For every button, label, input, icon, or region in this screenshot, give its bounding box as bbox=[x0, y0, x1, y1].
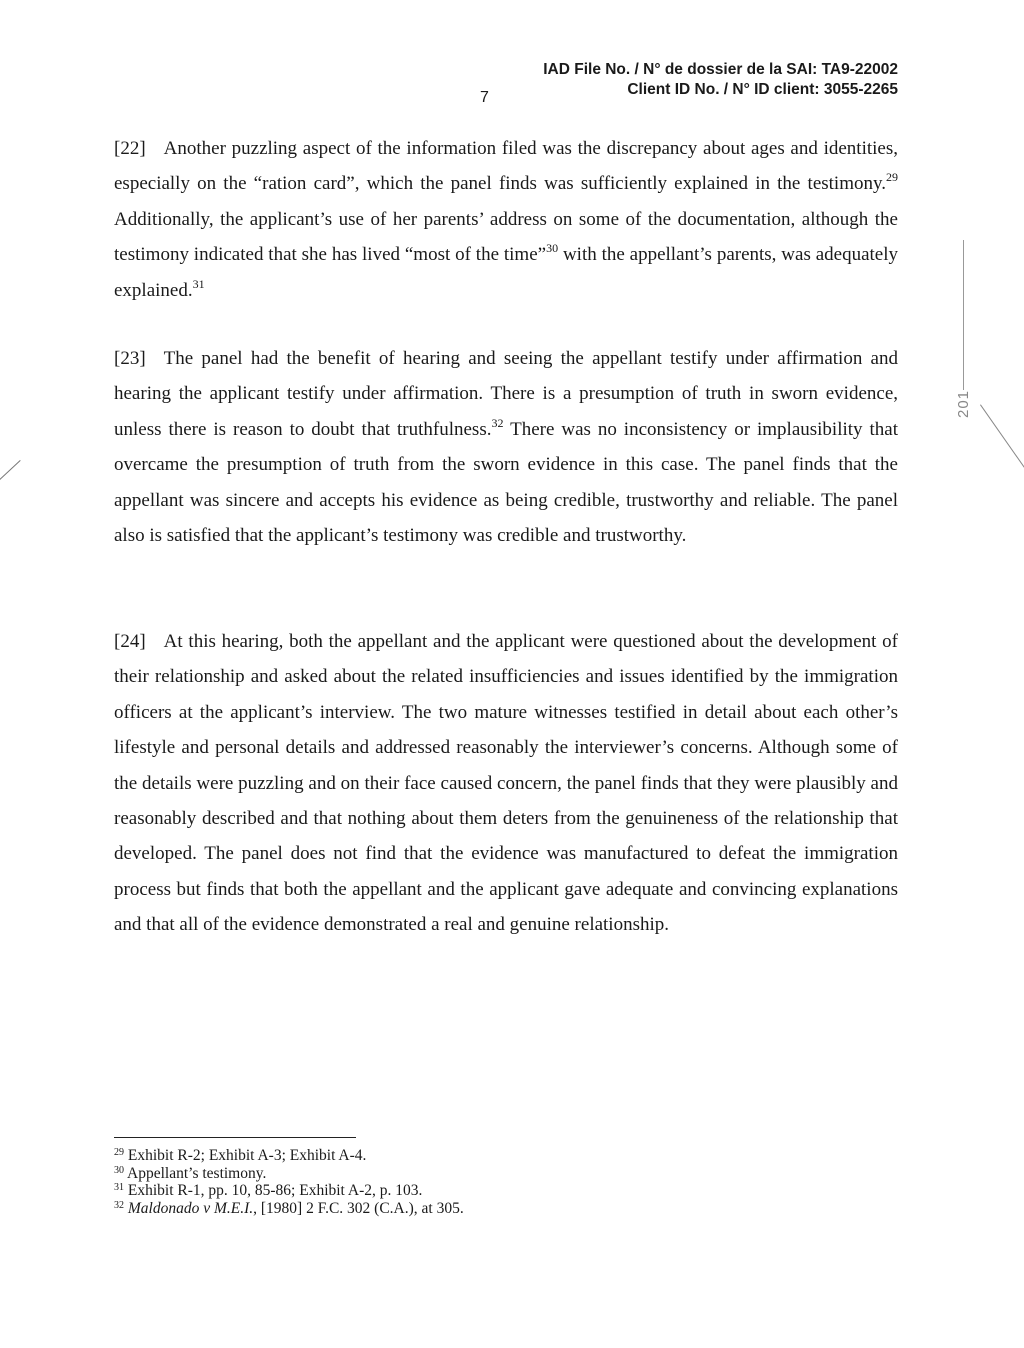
case-name: Maldonado v M.E.I. bbox=[127, 1199, 254, 1217]
scan-mark-right-diagonal bbox=[980, 404, 1024, 495]
paragraph-text: Additionally, the applicant’s use of her parents’ address on some of the documentation, although the testimony indicated that she has lived “most of the time” bbox=[114, 208, 898, 266]
side-stamp: 201 bbox=[955, 389, 972, 418]
paragraph-text: There was no inconsistency or implausibility that overcame the presumption of truth from the sworn evidence in this case. The panel finds that the appellant was sincere and accepts his evidence as being credible, trustworthy and reliable. The panel also is satisfied that the applicant’s testimony was credible and trustworthy. bbox=[114, 418, 898, 547]
footnote-ref: 32 bbox=[491, 415, 504, 430]
footnote-item bbox=[114, 1200, 814, 1218]
footnote-number: 29 bbox=[114, 1147, 124, 1158]
paragraph-text: At this hearing, both the appellant and the applicant were questioned about the development of their relationship and asked about the related insufficiencies and issues identified by the immigration officers at the applicant’s interview. The two mature witnesses testified in detail about each other’s lifestyle and personal details and addressed reasonably the interviewer’s concerns. Although some of the details were puzzling and on their face caused concern, the panel finds that they were plausibly and reasonably described and that nothing about them deters from the genuineness of the relationship that developed. The panel does not find that the evidence was manufactured to defeat the immigration process but finds that both the appellant and the applicant gave adequate and convincing explanations and that all of the evidence demonstrated a real and genuine relationship. bbox=[114, 631, 898, 936]
footnote-ref: 31 bbox=[192, 276, 205, 291]
footnote-number: 30 bbox=[114, 1164, 124, 1176]
footnote-item bbox=[114, 1165, 814, 1183]
footnote-text: Exhibit R-1, pp. 10, 85-86; Exhibit A-2, p. 103. bbox=[124, 1182, 423, 1199]
scan-mark-right-vertical bbox=[963, 240, 964, 390]
paragraph-number: [22] bbox=[114, 138, 146, 159]
footnote-number: 31 bbox=[114, 1182, 124, 1193]
paragraph-number: [24] bbox=[114, 631, 146, 652]
paragraph-text: The panel had the benefit of hearing and seeing the appellant testify under affirmation and hearing the applicant testify under affirmation. There is a presumption of truth in sworn evidence, unless there is reason to doubt that truthfulness. bbox=[114, 348, 898, 440]
paragraph-22 bbox=[114, 131, 898, 308]
scan-mark-left bbox=[0, 460, 21, 507]
footnote-text: Exhibit R-2; Exhibit A-3; Exhibit A-4. bbox=[124, 1147, 367, 1164]
client-id: Client ID No. / N° ID client: 3055-2265 bbox=[627, 81, 898, 98]
footnotes bbox=[114, 1147, 814, 1217]
footnote-item bbox=[114, 1147, 814, 1165]
page-number: 7 bbox=[480, 89, 489, 106]
footnote-text: Appellant’s testimony. bbox=[124, 1164, 267, 1182]
paragraph-number: [23] bbox=[114, 348, 146, 369]
paragraph-text: with the appellant’s parents, was adequately explained. bbox=[114, 244, 898, 301]
footnote-ref: 29 bbox=[886, 170, 898, 185]
footnote-item bbox=[114, 1182, 814, 1200]
footnote-number: 32 bbox=[114, 1199, 124, 1211]
footnote-ref: 30 bbox=[546, 241, 559, 256]
footnote-text: , [1980] 2 F.C. 302 (C.A.), at 305. bbox=[253, 1199, 464, 1217]
iad-file-number: IAD File No. / N° de dossier de la SAI: TA9-22002 bbox=[543, 61, 898, 78]
paragraph-24 bbox=[114, 624, 898, 943]
footnote-separator bbox=[114, 1137, 356, 1138]
file-header bbox=[543, 60, 898, 100]
paragraph-23 bbox=[114, 341, 898, 553]
paragraph-text: Another puzzling aspect of the information filed was the discrepancy about ages and identities, especially on the “ration card”, which the panel finds was sufficiently explained in the testimony. bbox=[114, 138, 898, 195]
